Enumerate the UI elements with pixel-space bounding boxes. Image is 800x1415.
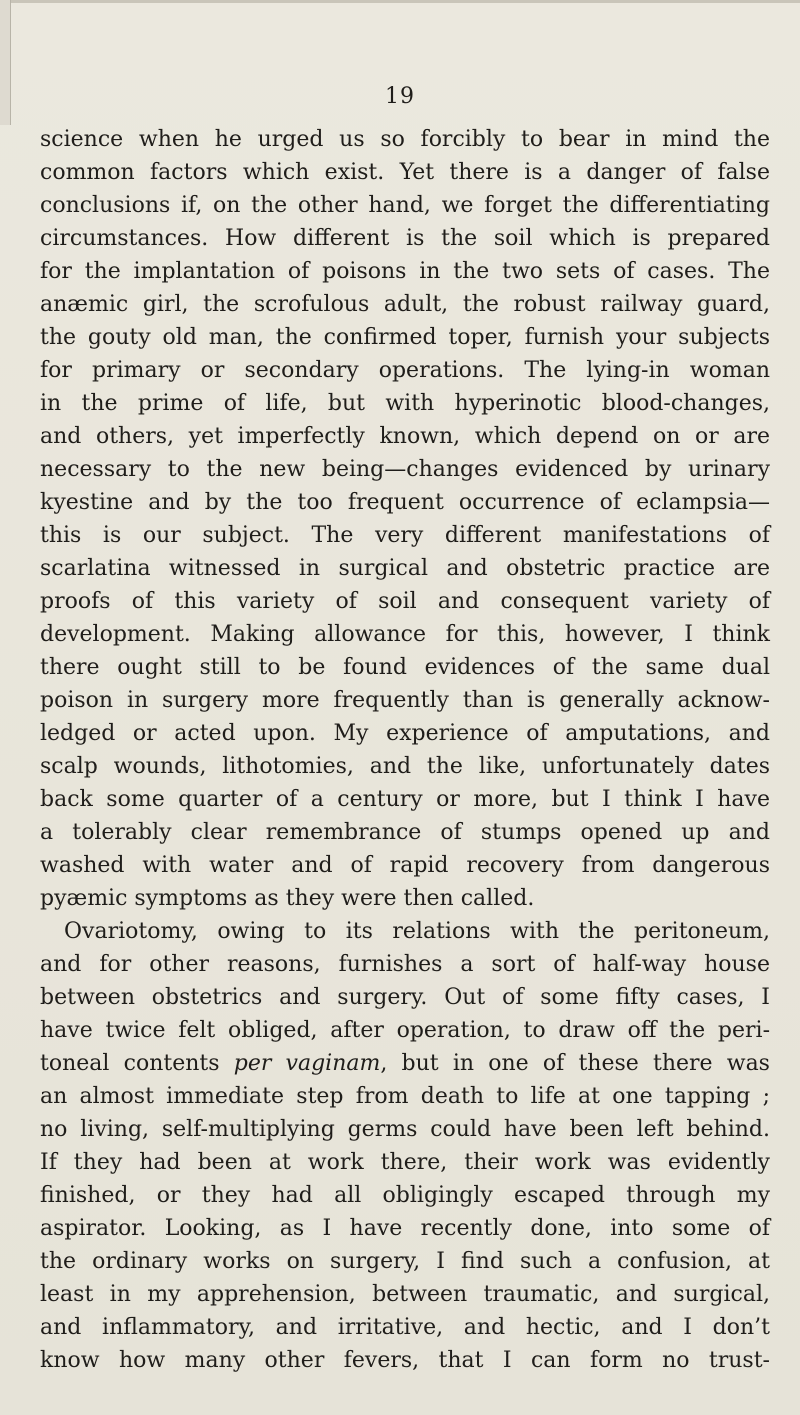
text-line: a tolerably clear remembrance of stumps opened up and xyxy=(40,820,770,845)
text-line: finished, or they had all obligingly escaped through my xyxy=(40,1183,770,1208)
text-line: aspirator. Looking, as I have recently done, into some of xyxy=(40,1216,770,1241)
text-line: pyæmic symptoms as they were then called. xyxy=(40,886,535,911)
text-line: in the prime of life, but with hyperinotic blood-changes, xyxy=(40,391,770,416)
text-line: Ovariotomy, owing to its relations with the peritoneum, xyxy=(64,919,770,944)
text-line: there ought still to be found evidences of the same dual xyxy=(40,655,770,680)
text-line: anæmic girl, the scrofulous adult, the robust railway guard, xyxy=(40,292,770,317)
text-line-with-italic xyxy=(40,1047,770,1080)
text-line: circumstances. How different is the soil which is prepared xyxy=(40,226,770,251)
text-line: common factors which exist. Yet there is a danger of false xyxy=(40,160,770,185)
text-line: If they had been at work there, their work was evidently xyxy=(40,1150,770,1175)
text-line: scarlatina witnessed in surgical and obstetric practice are xyxy=(40,556,770,581)
text-line: know how many other fevers, that I can form no trust- xyxy=(40,1348,770,1373)
text-line: an almost immediate step from death to life at one tapping ; xyxy=(40,1084,770,1109)
text-line: and inflammatory, and irritative, and hectic, and I don’t xyxy=(40,1315,770,1340)
text-line: the gouty old man, the confirmed toper, furnish your subjects xyxy=(40,325,770,350)
text-line: have twice felt obliged, after operation, to draw off the peri- xyxy=(40,1018,770,1043)
text-line: no living, self-multiplying germs could have been left behind. xyxy=(40,1117,770,1142)
text-line: for the implantation of poisons in the two sets of cases. The xyxy=(40,259,770,284)
text-line: this is our subject. The very different manifestations of xyxy=(40,523,770,548)
text-line: necessary to the new being—changes evidenced by urinary xyxy=(40,457,770,482)
body-text xyxy=(40,123,770,1377)
text-line: the ordinary works on surgery, I find such a confusion, at xyxy=(40,1249,770,1274)
text-line: scalp wounds, lithotomies, and the like, unfortunately dates xyxy=(40,754,770,779)
text-line: between obstetrics and surgery. Out of some fifty cases, I xyxy=(40,985,770,1010)
text-segment: toneal contents xyxy=(40,1051,220,1076)
text-line: science when he urged us so forcibly to bear in mind the xyxy=(40,127,770,152)
text-line: washed with water and of rapid recovery from dangerous xyxy=(40,853,770,878)
text-line: and others, yet imperfectly known, which depend on or are xyxy=(40,424,770,449)
text-line: conclusions if, on the other hand, we forget the differentiating xyxy=(40,193,770,218)
text-segment: , but in one of these there was xyxy=(380,1051,770,1076)
text-line: and for other reasons, furnishes a sort of half-way house xyxy=(40,952,770,977)
page-edge-top xyxy=(0,0,800,3)
text-line: least in my apprehension, between traumatic, and surgical, xyxy=(40,1282,770,1307)
text-line: poison in surgery more frequently than is generally acknow- xyxy=(40,688,770,713)
text-line: back some quarter of a century or more, but I think I have xyxy=(40,787,770,812)
text-line: kyestine and by the too frequent occurrence of eclampsia— xyxy=(40,490,770,515)
page-number: 19 xyxy=(385,84,415,109)
text-line: ledged or acted upon. My experience of amputations, and xyxy=(40,721,770,746)
italic-latin-phrase: per vaginam xyxy=(233,1051,381,1076)
text-line: development. Making allowance for this, however, I think xyxy=(40,622,770,647)
text-line: for primary or secondary operations. The lying-in woman xyxy=(40,358,770,383)
text-line: proofs of this variety of soil and consequent variety of xyxy=(40,589,770,614)
